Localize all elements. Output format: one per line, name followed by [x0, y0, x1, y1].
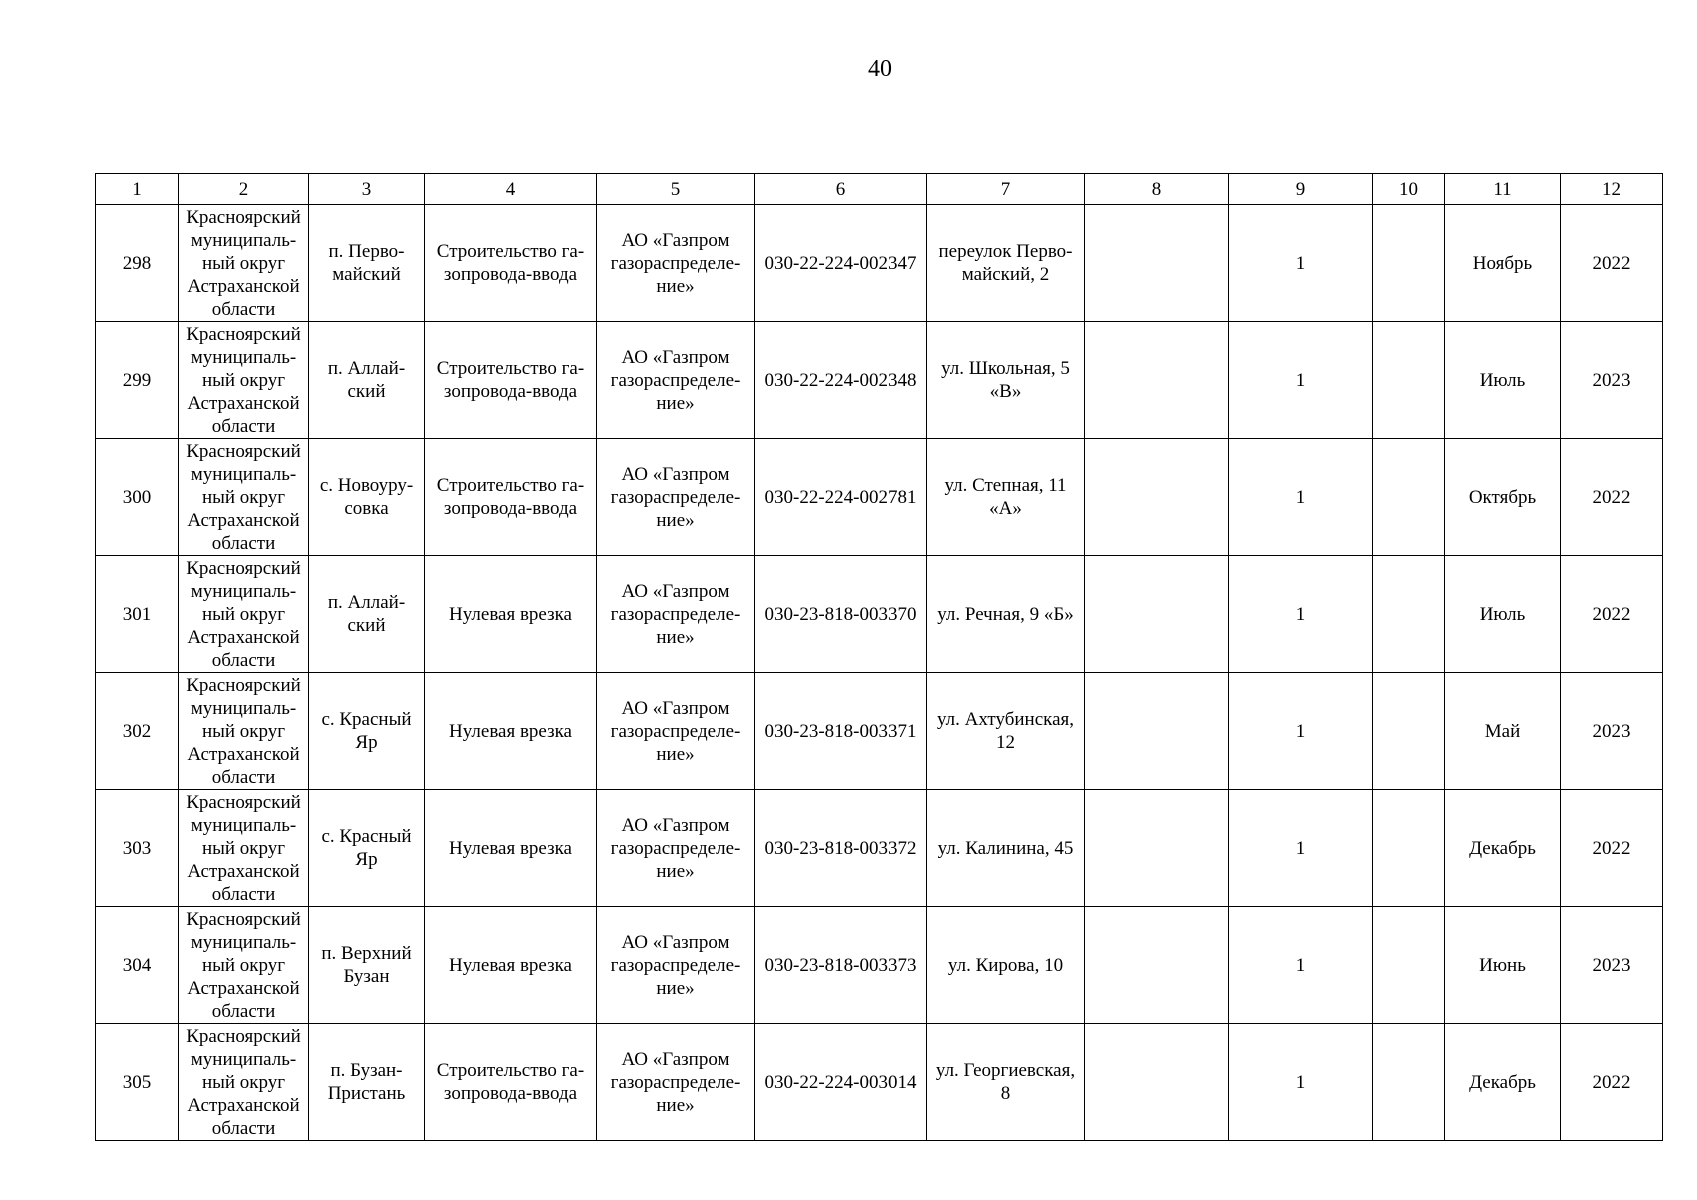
work-type-cell: Нулевая врезка — [425, 907, 597, 1024]
code-cell: 030-23-818-003372 — [755, 790, 927, 907]
table-row — [96, 673, 1663, 790]
address-cell: ул. Калинина, 45 — [927, 790, 1085, 907]
column-header-3: 3 — [309, 174, 425, 205]
month-cell: Июль — [1445, 322, 1561, 439]
column-8-cell — [1085, 439, 1229, 556]
column-10-cell — [1373, 205, 1445, 322]
month-cell: Ноябрь — [1445, 205, 1561, 322]
municipality-cell: Красноярский муниципаль- ный округ Астраханской области — [179, 322, 309, 439]
year-cell: 2023 — [1561, 907, 1663, 1024]
quantity-cell: 1 — [1229, 322, 1373, 439]
month-cell: Июль — [1445, 556, 1561, 673]
year-cell: 2023 — [1561, 673, 1663, 790]
table-row — [96, 322, 1663, 439]
quantity-cell: 1 — [1229, 790, 1373, 907]
column-8-cell — [1085, 1024, 1229, 1141]
month-cell: Декабрь — [1445, 790, 1561, 907]
year-cell: 2023 — [1561, 322, 1663, 439]
code-cell: 030-22-224-002348 — [755, 322, 927, 439]
code-cell: 030-22-224-003014 — [755, 1024, 927, 1141]
organization-cell: АО «Газпром газораспределе- ние» — [597, 1024, 755, 1141]
settlement-cell: п. Верхний Бузан — [309, 907, 425, 1024]
column-header-10: 10 — [1373, 174, 1445, 205]
address-cell: переулок Перво- майский, 2 — [927, 205, 1085, 322]
quantity-cell: 1 — [1229, 556, 1373, 673]
quantity-cell: 1 — [1229, 439, 1373, 556]
column-header-5: 5 — [597, 174, 755, 205]
month-cell: Октябрь — [1445, 439, 1561, 556]
row-number-cell: 300 — [96, 439, 179, 556]
work-type-cell: Нулевая врезка — [425, 673, 597, 790]
month-cell: Декабрь — [1445, 1024, 1561, 1141]
column-header-7: 7 — [927, 174, 1085, 205]
settlement-cell: с. Новоуру- совка — [309, 439, 425, 556]
municipality-cell: Красноярский муниципаль- ный округ Астраханской области — [179, 439, 309, 556]
organization-cell: АО «Газпром газораспределе- ние» — [597, 790, 755, 907]
row-number-cell: 298 — [96, 205, 179, 322]
municipality-cell: Красноярский муниципаль- ный округ Астраханской области — [179, 205, 309, 322]
organization-cell: АО «Газпром газораспределе- ние» — [597, 205, 755, 322]
code-cell: 030-23-818-003370 — [755, 556, 927, 673]
column-10-cell — [1373, 790, 1445, 907]
column-header-8: 8 — [1085, 174, 1229, 205]
table-row — [96, 1024, 1663, 1141]
column-10-cell — [1373, 673, 1445, 790]
header-row — [96, 174, 1663, 205]
settlement-cell: п. Перво- майский — [309, 205, 425, 322]
address-cell: ул. Кирова, 10 — [927, 907, 1085, 1024]
row-number-cell: 304 — [96, 907, 179, 1024]
page-number: 40 — [868, 56, 892, 82]
quantity-cell: 1 — [1229, 205, 1373, 322]
organization-cell: АО «Газпром газораспределе- ние» — [597, 322, 755, 439]
code-cell: 030-23-818-003373 — [755, 907, 927, 1024]
municipality-cell: Красноярский муниципаль- ный округ Астраханской области — [179, 556, 309, 673]
column-header-9: 9 — [1229, 174, 1373, 205]
column-8-cell — [1085, 673, 1229, 790]
code-cell: 030-23-818-003371 — [755, 673, 927, 790]
settlement-cell: с. Красный Яр — [309, 673, 425, 790]
settlement-cell: п. Аллай- ский — [309, 556, 425, 673]
column-header-2: 2 — [179, 174, 309, 205]
table-row — [96, 439, 1663, 556]
organization-cell: АО «Газпром газораспределе- ние» — [597, 439, 755, 556]
column-8-cell — [1085, 907, 1229, 1024]
address-cell: ул. Ахтубинская, 12 — [927, 673, 1085, 790]
work-type-cell: Нулевая врезка — [425, 790, 597, 907]
column-8-cell — [1085, 322, 1229, 439]
organization-cell: АО «Газпром газораспределе- ние» — [597, 556, 755, 673]
month-cell: Июнь — [1445, 907, 1561, 1024]
address-cell: ул. Речная, 9 «Б» — [927, 556, 1085, 673]
column-8-cell — [1085, 790, 1229, 907]
year-cell: 2022 — [1561, 205, 1663, 322]
quantity-cell: 1 — [1229, 1024, 1373, 1141]
column-10-cell — [1373, 1024, 1445, 1141]
column-8-cell — [1085, 556, 1229, 673]
column-10-cell — [1373, 439, 1445, 556]
municipality-cell: Красноярский муниципаль- ный округ Астраханской области — [179, 907, 309, 1024]
table-row — [96, 556, 1663, 673]
quantity-cell: 1 — [1229, 907, 1373, 1024]
year-cell: 2022 — [1561, 439, 1663, 556]
registry-table — [95, 173, 1663, 1141]
row-number-cell: 303 — [96, 790, 179, 907]
column-10-cell — [1373, 907, 1445, 1024]
column-10-cell — [1373, 556, 1445, 673]
month-cell: Май — [1445, 673, 1561, 790]
row-number-cell: 302 — [96, 673, 179, 790]
column-10-cell — [1373, 322, 1445, 439]
row-number-cell: 299 — [96, 322, 179, 439]
column-header-11: 11 — [1445, 174, 1561, 205]
work-type-cell: Строительство га- зопровода-ввода — [425, 1024, 597, 1141]
settlement-cell: п. Бузан- Пристань — [309, 1024, 425, 1141]
work-type-cell: Нулевая врезка — [425, 556, 597, 673]
row-number-cell: 305 — [96, 1024, 179, 1141]
year-cell: 2022 — [1561, 790, 1663, 907]
table-row — [96, 907, 1663, 1024]
address-cell: ул. Степная, 11 «А» — [927, 439, 1085, 556]
column-8-cell — [1085, 205, 1229, 322]
table-row — [96, 790, 1663, 907]
work-type-cell: Строительство га- зопровода-ввода — [425, 439, 597, 556]
municipality-cell: Красноярский муниципаль- ный округ Астраханской области — [179, 673, 309, 790]
quantity-cell: 1 — [1229, 673, 1373, 790]
settlement-cell: п. Аллай- ский — [309, 322, 425, 439]
organization-cell: АО «Газпром газораспределе- ние» — [597, 673, 755, 790]
organization-cell: АО «Газпром газораспределе- ние» — [597, 907, 755, 1024]
address-cell: ул. Школьная, 5 «В» — [927, 322, 1085, 439]
table-row — [96, 205, 1663, 322]
column-header-6: 6 — [755, 174, 927, 205]
column-header-12: 12 — [1561, 174, 1663, 205]
code-cell: 030-22-224-002781 — [755, 439, 927, 556]
municipality-cell: Красноярский муниципаль- ный округ Астраханской области — [179, 790, 309, 907]
work-type-cell: Строительство га- зопровода-ввода — [425, 322, 597, 439]
settlement-cell: с. Красный Яр — [309, 790, 425, 907]
municipality-cell: Красноярский муниципаль- ный округ Астраханской области — [179, 1024, 309, 1141]
column-header-1: 1 — [96, 174, 179, 205]
year-cell: 2022 — [1561, 556, 1663, 673]
address-cell: ул. Георгиевская, 8 — [927, 1024, 1085, 1141]
row-number-cell: 301 — [96, 556, 179, 673]
year-cell: 2022 — [1561, 1024, 1663, 1141]
column-header-4: 4 — [425, 174, 597, 205]
work-type-cell: Строительство га- зопровода-ввода — [425, 205, 597, 322]
code-cell: 030-22-224-002347 — [755, 205, 927, 322]
